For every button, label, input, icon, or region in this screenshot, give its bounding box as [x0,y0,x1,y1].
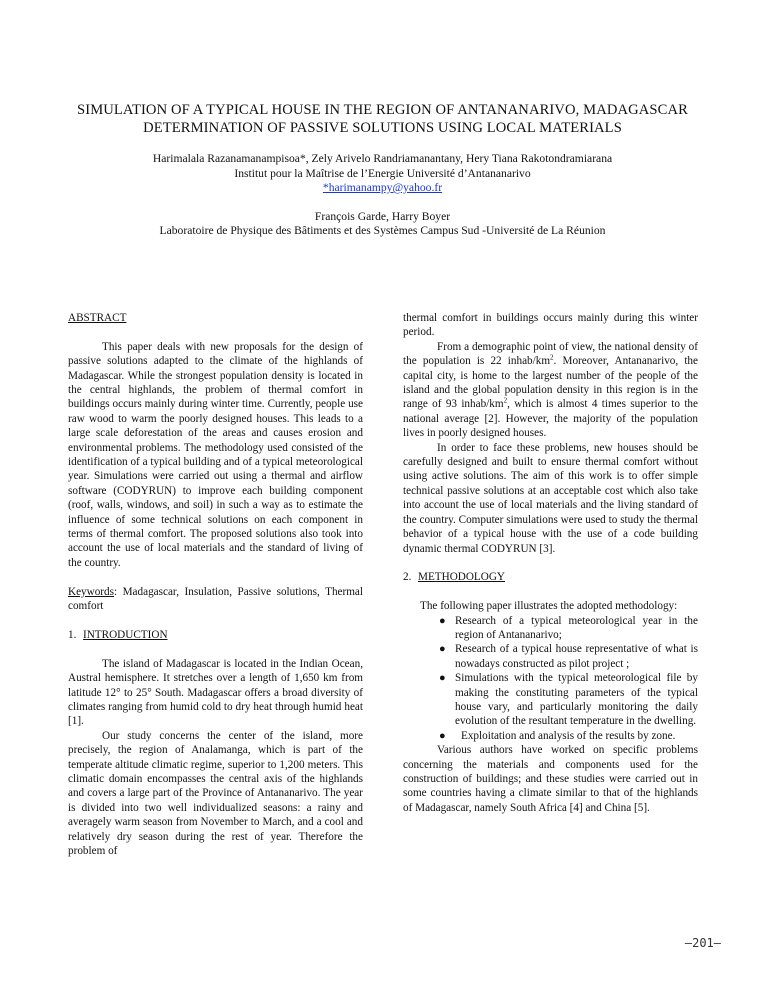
list-item-text: Exploitation and analysis of the results by zone. [461,729,676,742]
authors-primary: Harimalala Razanamanampisoa*, Zely Arivelo Randriamanantany, Hery Tiana Rakotondramiarana [152,152,613,165]
author-block [40,152,725,239]
intro-paragraph-2: Our study concerns the center of the island, more precisely, the region of Analamanga, which is part of the temperate altitude climatic regime, superior to 1,200 meters. This climatic domain encompasses the central axis of the highlands and covers a large part of the Province of Antananarivo. The year is divided into two well individualized seasons: a rainy and averagely warm season from November to March, and a cool and relatively dry season during the rest of year. Therefore the problem of [68,729,363,857]
intro-paragraph-2-continued: thermal comfort in buildings occurs mainly during this winter period. [403,312,698,339]
left-column [68,311,363,858]
intro-paragraph-3 [403,340,698,441]
paper-title [40,101,725,137]
authors-secondary: François Garde, Harry Boyer [314,209,451,223]
intro-paragraph-4: In order to face these problems, new houses should be carefully designed and built to ensure thermal comfort without using active solutions. The aim of this work is to offer simple technical passive solutions at an acceptable cost which also take into account the use of local materials and the living standard of the country. Computer simulations were used to study the thermal behavior of a typical house with the use of a code building dynamic thermal CODYRUN [3]. [403,441,698,555]
section-title: INTRODUCTION [83,628,168,641]
p3-part-b: . Moreover, Antananarivo, the capital city, is home to the largest number of the people of the island and the global population density in this region is in the range of 93 inhab/km [403,355,698,411]
p3-part-c: , which is almost 4 times superior to the national average [2]. However, the majority of the population lives in poorly designed houses. [403,398,698,440]
list-item-text: Simulations with the typical meteorological file by making the constituting parameters of the typical house vary, and particularly monitoring the daily evolution of the resultant temperature in the dwelling. [455,672,698,728]
list-item-text: Research of a typical meteorological year in the region of Antananarivo; [455,614,698,641]
intro-paragraph-1: The island of Madagascar is located in the Indian Ocean, Austral hemisphere. It stretches over a length of 1,650 km from latitude 12° to 25° South. Madagascar offers a broad diversity of climates ranging from humid cold to dry heat through humid heat [1]. [68,657,363,728]
list-item [439,671,698,729]
bullet-icon: ● [439,643,446,656]
keywords-text: : Madagascar, Insulation, Passive solutions, Thermal comfort [68,585,363,613]
email-link[interactable]: *harimanampy@yahoo.fr [322,181,443,194]
section-number: 1. [68,628,77,641]
section-title: METHODOLOGY [418,571,506,584]
p3-part-a: From a demographic point of view, the national density of the population is 22 inhab/km [403,340,698,368]
affiliation-secondary: Laboratoire de Physique des Bâtiments et des Systèmes Campus Sud -Université de La Réunion [159,224,606,237]
keywords-label: Keywords [68,585,114,598]
title-line-1: SIMULATION OF A TYPICAL HOUSE IN THE REGION OF ANTANANARIVO, MADAGASCAR [77,102,688,118]
abstract-heading: ABSTRACT [68,312,127,324]
list-item [439,642,698,671]
superscript: 2 [550,353,554,362]
affiliation-primary: Institut pour la Maîtrise de l’Energie Université d’Antananarivo [234,166,531,180]
methodology-paragraph: Various authors have worked on specific problems concerning the materials and components used for the construction of buildings; and these studies were carried out in some countries having a climate similar to that of the highlands of Madagascar, namely South Africa [4] and China [5]. [403,744,698,814]
bullet-icon: ● [439,672,446,685]
methodology-heading [403,570,698,584]
list-item [439,729,698,743]
abstract-text: This paper deals with new proposals for the design of passive solutions adapted to the climate of the highlands of Madagascar. While the strongest population density is located in the central highlands, the problem of thermal comfort in buildings occurs mainly during winter time. Currently, people use raw wood to warm the poorly designed houses. This leads to a large scale deforestation of the areas and causes erosion and environmental problems. The methodology used consisted of the identification of a typical building and of a typical meteorological year. Simulations were carried out using a thermal and airflow software (CODYRUN) to improve each building component (roof, walls, windows, and soil) in such a way as to estimate the influence of some technical solutions on each component in terms of thermal comfort. The proposed solutions also took into account the use of local materials and the standard of living of the country. [68,340,363,569]
list-item-text: Research of a typical house representative of what is nowadays constructed as pilot project ; [455,643,698,670]
title-line-2: DETERMINATION OF PASSIVE SOLUTIONS USING LOCAL MATERIALS [143,120,622,136]
methodology-intro: The following paper illustrates the adopted methodology: [420,600,678,613]
section-number: 2. [403,571,412,584]
list-item [439,614,698,643]
bullet-icon: ● [439,614,446,627]
right-column [403,311,698,815]
methodology-list [403,614,698,744]
introduction-heading [68,628,363,642]
bullet-icon: ● [439,729,446,742]
keywords [68,585,363,614]
superscript: 2 [503,396,508,405]
page-number: –201– [684,936,721,950]
